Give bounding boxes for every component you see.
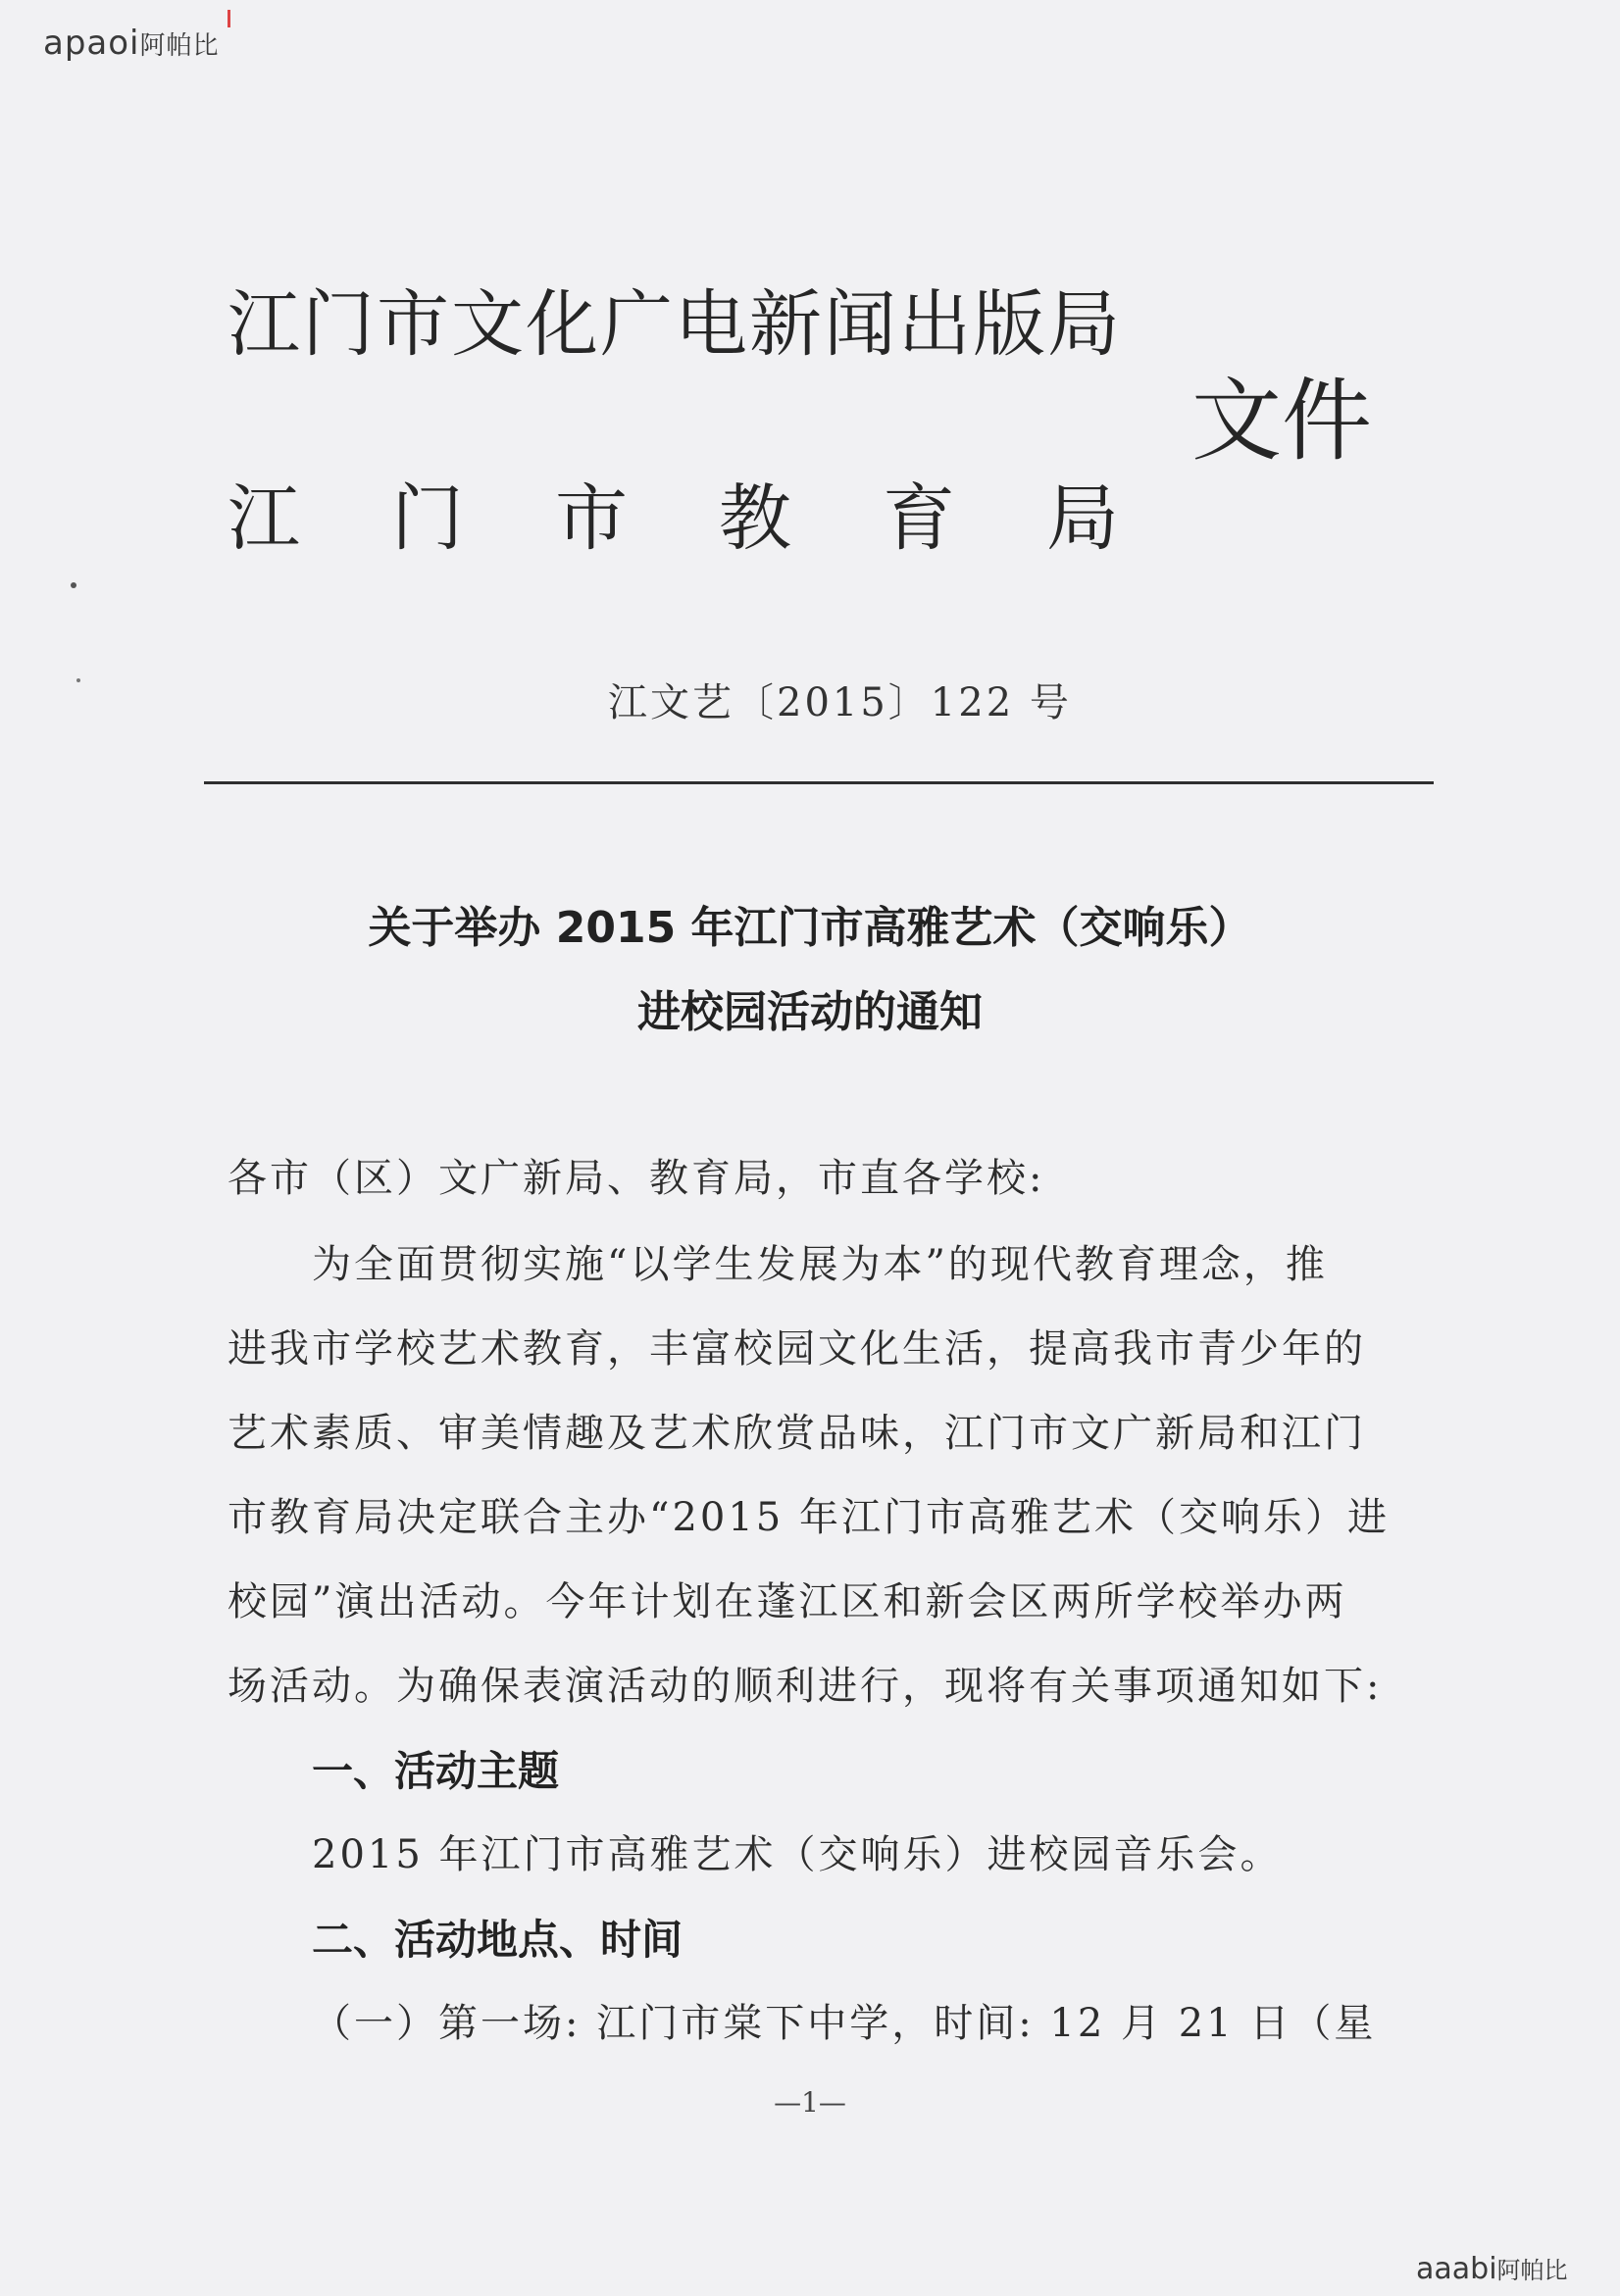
paragraph-line: 艺术素质、审美情趣及艺术欣赏品味，江门市文广新局和江门: [228, 1411, 1366, 1456]
notice-title-line1: 关于举办 2015 年江门市高雅艺术（交响乐）: [368, 903, 1252, 953]
scan-speck: [76, 678, 80, 682]
paragraph-line: 为全面贯彻实施“以学生发展为本”的现代教育理念，推: [312, 1242, 1328, 1287]
watermark-label: 阿帕比: [139, 31, 220, 61]
section-text-first-show: （一）第一场: 江门市棠下中学，时间: 12 月 21 日（星: [312, 2001, 1377, 2046]
watermark-logo: aaabi: [1416, 2252, 1497, 2286]
section-heading-theme: 一、活动主题: [312, 1747, 560, 1795]
page-number: —1—: [774, 2086, 846, 2119]
watermark-logo: apaoi: [43, 24, 140, 63]
paragraph-line: 市教育局决定联合主办“2015 年江门市高雅艺术（交响乐）进: [228, 1495, 1390, 1540]
issuer-culture-bureau: 江门市文化广电新闻出版局: [228, 282, 1122, 367]
section-heading-venue-time: 二、活动地点、时间: [312, 1916, 683, 1964]
paragraph-line: 进我市学校艺术教育，丰富校园文化生活，提高我市青少年的: [228, 1326, 1366, 1372]
watermark-top: [43, 24, 220, 63]
paragraph-line: 校园”演出活动。今年计划在蓬江区和新会区两所学校举办两: [228, 1579, 1347, 1624]
watermark-label: 阿帕比: [1496, 2257, 1568, 2284]
document-type: 文件: [1191, 369, 1373, 474]
document-number: 江文艺〔2015〕122 号: [608, 680, 1072, 725]
notice-title-line2: 进校园活动的通知: [637, 987, 983, 1037]
paragraph-line: 场活动。为确保表演活动的顺利进行，现将有关事项通知如下:: [228, 1664, 1383, 1709]
scan-mark: [228, 10, 230, 27]
scan-speck: [71, 582, 76, 588]
watermark-bottom: [1416, 2251, 1568, 2286]
issuer-education-bureau: 江门市教育局: [228, 476, 1210, 561]
section-text-theme: 2015 年江门市高雅艺术（交响乐）进校园音乐会。: [312, 1832, 1283, 1877]
header-divider: [204, 781, 1434, 784]
salutation: 各市（区）文广新局、教育局，市直各学校:: [228, 1156, 1045, 1201]
